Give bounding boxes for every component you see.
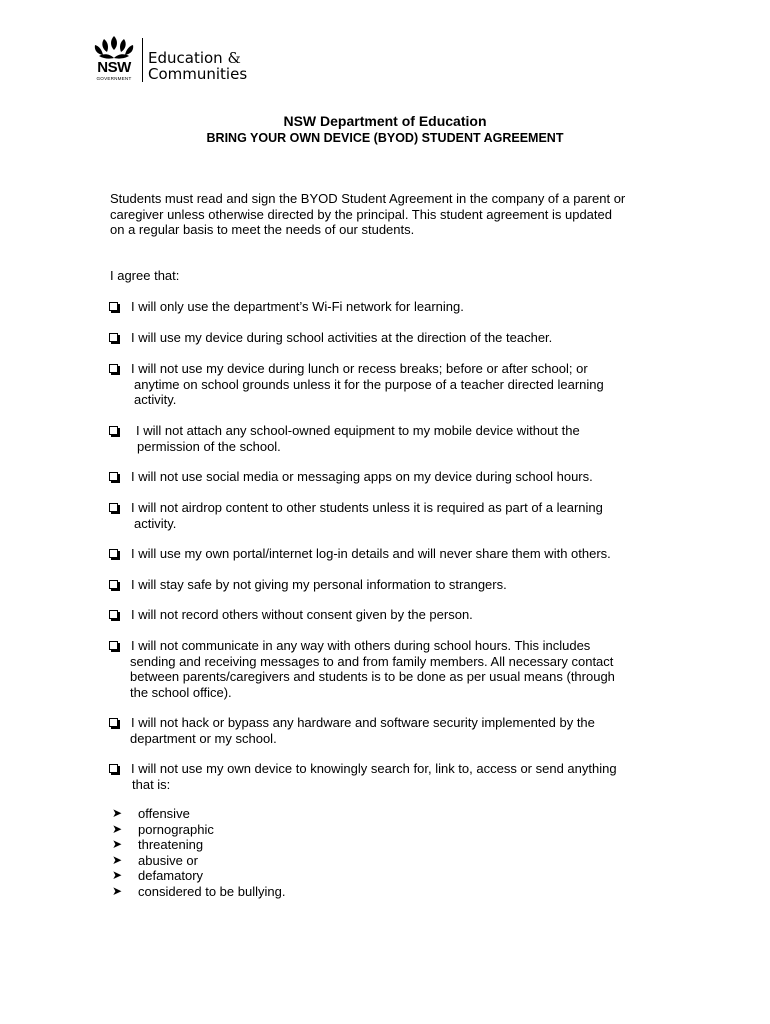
agreement-item-text: activity. [134,515,177,531]
checkbox-icon [109,764,118,773]
agreement-item-text: I will use my device during school activities at the direction of the teacher. [131,330,553,345]
intro-paragraph [110,191,670,238]
document-title: NSW Department of Education [283,113,487,129]
logo-government-text: GOVERNMENT [96,76,132,81]
list-item-text: offensive [138,806,190,821]
list-item-text: abusive or [138,852,198,868]
checkbox-icon [109,426,118,435]
list-item [112,884,285,900]
logo-divider [142,38,143,82]
agreement-item [109,423,669,454]
agreement-item-text: I will not record others without consent given by the person. [131,607,473,622]
checkbox-icon [109,302,118,311]
list-item [112,822,285,838]
logo-education-text: Education [148,49,223,67]
checkbox-icon [109,333,118,342]
agreement-item-text: I will not attach any school-owned equipment to my mobile device without the [136,423,580,438]
agreement-item [109,500,669,531]
intro-line: on a regular basis to meet the needs of our students. [110,222,415,237]
agreement-item-text: activity. [134,392,177,407]
list-item-text: pornographic [138,821,214,837]
list-item [112,853,285,869]
logo-nsw-text: NSW [97,59,131,76]
list-item [112,868,285,884]
agreement-item [109,299,669,315]
list-item [112,806,285,822]
list-item-text: considered to be bullying. [138,883,286,899]
checkbox-icon [109,641,118,650]
arrow-bullet-icon: ➤ [112,868,123,882]
agreement-item-text: I will not use my device during lunch or recess breaks; before or after school; or [131,361,588,376]
checkbox-icon [109,718,118,727]
agreement-item [109,546,669,562]
agreement-item-text: I will stay safe by not giving my personal information to strangers. [131,577,507,592]
arrow-bullet-icon: ➤ [112,821,123,836]
checkbox-icon [109,549,118,558]
agreement-item-text: I will not use my own device to knowingly search for, link to, access or send anything [131,761,617,776]
agreement-item [109,761,669,792]
agreement-item-text: sending and receiving messages to and from family members. All necessary contact [130,653,614,669]
agreement-item [109,715,669,746]
agreement-item-text: I will not hack or bypass any hardware and software security implemented by the [131,715,595,730]
arrow-bullet-icon: ➤ [112,837,123,851]
checkbox-icon [109,580,118,589]
arrow-bullet-icon: ➤ [112,852,123,867]
agreement-item-text: I will not airdrop content to other students unless it is required as part of a learning [131,500,603,515]
logo-line-communities: Communities [148,65,248,83]
list-item [112,837,285,853]
agreement-item-text: anytime on school grounds unless it for the purpose of a teacher directed learning [134,376,604,392]
agreement-item [109,607,669,623]
agreement-item [109,361,669,408]
intro-line: Students must read and sign the BYOD Student Agreement in the company of a parent or [110,191,626,206]
logo-ampersand: & [227,49,241,67]
arrow-bullet-icon: ➤ [112,883,123,898]
agreement-item-text: between parents/caregivers and students is to be done as per usual means (through [130,669,615,684]
checkbox-icon [109,610,118,619]
document-subtitle: BRING YOUR OWN DEVICE (BYOD) STUDENT AGREEMENT [206,131,564,145]
agreement-item [109,577,669,593]
arrow-bullet-icon: ➤ [112,806,123,820]
agreement-item-text: I will not communicate in any way with others during school hours. This includes [131,638,591,653]
intro-line: caregiver unless otherwise directed by the principal. This student agreement is updated [110,206,612,222]
agreement-item-text: the school office). [130,684,232,700]
agree-label: I agree that: [110,268,180,283]
list-item-text: threatening [138,837,204,852]
list-item-text: defamatory [138,868,204,883]
prohibited-content-list [112,806,285,899]
agreement-item-text: I will only use the department’s Wi-Fi network for learning. [131,299,464,314]
agreement-item-text: department or my school. [130,730,277,746]
checkbox-icon [109,364,118,373]
nsw-education-logo [90,34,260,86]
agreement-item [109,330,669,346]
agreement-item [109,469,669,485]
agreement-item-text: permission of the school. [137,438,281,454]
agreement-item-text: that is: [132,776,171,792]
checkbox-icon [109,472,118,481]
agreement-item [109,638,669,700]
agreement-item-text: I will use my own portal/internet log-in details and will never share them with others. [131,546,611,561]
checkbox-icon [109,503,118,512]
agreement-item-text: I will not use social media or messaging apps on my device during school hours. [131,469,593,484]
